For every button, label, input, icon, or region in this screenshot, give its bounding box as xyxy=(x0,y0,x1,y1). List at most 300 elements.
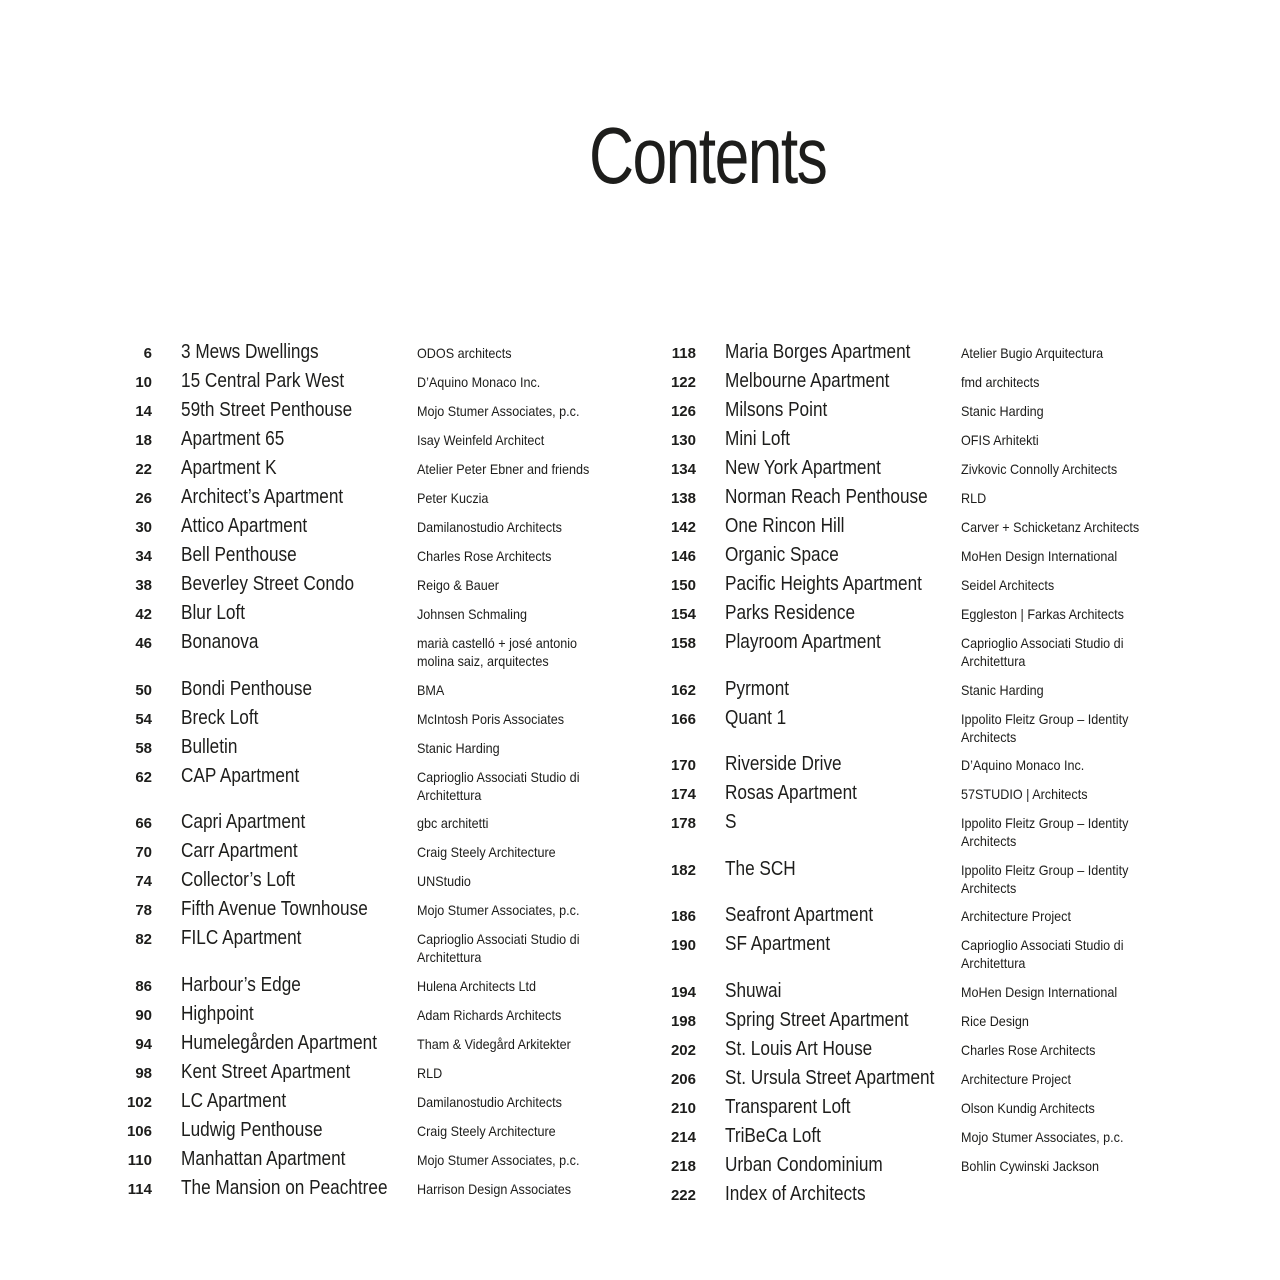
toc-entry xyxy=(652,901,1212,930)
toc-entry-architect-text: RLD xyxy=(417,1064,443,1081)
toc-entry-architect-text: Charles Rose Architects xyxy=(961,1041,1096,1058)
toc-entry-architect xyxy=(417,367,647,396)
toc-entry xyxy=(108,512,668,541)
toc-entry-architect-text: Zivkovic Connolly Architects xyxy=(961,461,1118,477)
toc-entry-title-text: CAP Apartment xyxy=(181,764,300,787)
toc-page-number: 138 xyxy=(670,490,696,507)
toc-entry-architect xyxy=(961,675,1191,704)
toc-entry-title xyxy=(181,866,417,895)
toc-entry xyxy=(108,425,668,454)
toc-entry-architect xyxy=(961,425,1191,454)
toc-page-number: 50 xyxy=(135,681,152,699)
toc-entry-architect xyxy=(417,1116,647,1145)
toc-entry xyxy=(108,895,668,924)
toc-entry-title xyxy=(725,901,961,930)
toc-entry-architect-text: Ippolito Fleitz Group – Identity Architects xyxy=(961,710,1129,745)
toc-entry-architect xyxy=(961,1035,1191,1064)
toc-entry-title xyxy=(181,895,417,924)
toc-entry-architect xyxy=(961,599,1191,628)
toc-entry-architect xyxy=(961,367,1191,396)
toc-entry-title-text: 15 Central Park West xyxy=(181,370,345,392)
toc-entry-architect xyxy=(961,1151,1191,1180)
toc-entry-title xyxy=(725,1035,961,1064)
toc-entry-architect xyxy=(961,541,1191,570)
toc-entry-title-text: TriBeCa Loft xyxy=(725,1124,821,1147)
toc-entry-title xyxy=(181,675,417,704)
toc-entry xyxy=(108,924,668,971)
toc-entry-title-text: Apartment K xyxy=(181,457,277,479)
toc-entry-title-text: Beverley Street Condo xyxy=(181,573,355,595)
toc-entry-architect-text: Mojo Stumer Associates, p.c. xyxy=(417,1151,580,1168)
toc-entry-architect-text: Harrison Design Associates xyxy=(417,1180,572,1197)
toc-entry-title-text: S xyxy=(725,811,737,833)
toc-entry xyxy=(108,396,668,425)
toc-entry-title xyxy=(181,483,417,512)
toc-entry-architect-text: Ippolito Fleitz Group – Identity Architects xyxy=(961,861,1129,896)
toc-entry-title-text: 3 Mews Dwellings xyxy=(181,341,319,363)
toc-page-number: 202 xyxy=(670,1041,696,1059)
toc-entry-architect xyxy=(417,808,647,837)
toc-entry-title xyxy=(181,733,417,762)
toc-page-number: 6 xyxy=(143,345,152,362)
toc-entry-architect-text: Craig Steely Architecture xyxy=(417,1122,556,1139)
toc-entry-title xyxy=(725,338,961,367)
toc-entry xyxy=(652,599,1212,628)
toc-page-number: 70 xyxy=(135,844,152,861)
toc-entry-title-text: Pyrmont xyxy=(725,677,790,700)
toc-entry-title-text: Rosas Apartment xyxy=(725,782,857,804)
toc-entry-title-text: FILC Apartment xyxy=(181,927,302,949)
toc-page-number: 150 xyxy=(670,577,696,594)
toc-entry xyxy=(652,512,1212,541)
toc-entry-title-text: Shuwai xyxy=(725,979,782,1002)
toc-entry xyxy=(108,367,668,396)
toc-entry-architect-text: Caprioglio Associati Studio di Architettura xyxy=(417,768,580,803)
toc-entry xyxy=(652,977,1212,1006)
toc-entry-architect-text: marià castelló + josé antonio molina saiz, arquitectes xyxy=(417,635,578,669)
toc-entry-title-text: Organic Space xyxy=(725,544,839,566)
toc-entry-architect xyxy=(961,483,1191,512)
toc-entry-title xyxy=(181,837,417,866)
toc-entry xyxy=(108,1058,668,1087)
toc-entry-architect xyxy=(417,1145,647,1174)
toc-entry-title-text: Fifth Avenue Townhouse xyxy=(181,898,368,920)
toc-entry-title-text: New York Apartment xyxy=(725,457,881,479)
toc-entry xyxy=(108,866,668,895)
toc-page-number: 26 xyxy=(135,490,152,507)
toc-page-number: 10 xyxy=(135,374,152,391)
toc-page-number: 210 xyxy=(670,1099,696,1117)
toc-entry-architect-text: 57STUDIO | Architects xyxy=(961,786,1088,802)
toc-entry-title xyxy=(725,454,961,483)
toc-entry-architect-text: OFIS Arhitekti xyxy=(961,432,1039,448)
toc-entry xyxy=(652,779,1212,808)
toc-entry xyxy=(108,1145,668,1174)
toc-entry-architect xyxy=(417,454,647,483)
toc-entry xyxy=(652,1151,1212,1180)
toc-entry-architect-text: Atelier Peter Ebner and friends xyxy=(417,461,590,477)
toc-entry-title xyxy=(181,1087,417,1116)
toc-entry-architect xyxy=(417,396,647,425)
toc-entry-architect xyxy=(961,338,1191,367)
toc-entry-architect-text: ODOS architects xyxy=(417,345,512,361)
toc-entry xyxy=(108,599,668,628)
toc-entry-title-text: Harbour’s Edge xyxy=(181,973,301,996)
toc-entry-title xyxy=(181,808,417,837)
toc-entry-architect-text: Atelier Bugio Arquitectura xyxy=(961,345,1104,361)
toc-entry xyxy=(652,541,1212,570)
toc-entry-architect xyxy=(961,454,1191,483)
toc-entry-title xyxy=(725,704,961,733)
toc-entry-architect xyxy=(417,675,647,704)
toc-entry xyxy=(108,541,668,570)
toc-page-number: 90 xyxy=(135,1006,152,1024)
toc-entry-title xyxy=(725,750,961,779)
toc-entry-architect-text: Hulena Architects Ltd xyxy=(417,977,537,994)
toc-entry-title-text: Transparent Loft xyxy=(725,1095,851,1118)
toc-entry-architect xyxy=(961,855,1191,902)
toc-entry-title-text: LC Apartment xyxy=(181,1089,287,1112)
toc-entry-title xyxy=(725,675,961,704)
toc-entry-architect xyxy=(417,1029,647,1058)
toc-entry-title-text: Milsons Point xyxy=(725,399,828,421)
toc-entry-title-text: Pacific Heights Apartment xyxy=(725,573,922,595)
toc-column-left xyxy=(108,338,668,1203)
toc-entry-architect xyxy=(417,866,647,895)
toc-entry-title-text: Humelegården Apartment xyxy=(181,1031,378,1054)
toc-entry-architect-text: Caprioglio Associati Studio di Architettura xyxy=(961,937,1124,971)
toc-entry-title xyxy=(181,1058,417,1087)
toc-entry xyxy=(108,762,668,809)
toc-entry-title xyxy=(725,483,961,512)
toc-entry-architect-text: Craig Steely Architecture xyxy=(417,844,556,860)
toc-entry-architect-text: Stanic Harding xyxy=(961,403,1044,419)
toc-entry-architect xyxy=(417,733,647,762)
toc-entry-title-text: Mini Loft xyxy=(725,428,791,450)
toc-entry xyxy=(108,338,668,367)
toc-page-number: 166 xyxy=(670,710,696,728)
toc-page-number: 78 xyxy=(135,902,152,919)
toc-page-number: 142 xyxy=(670,519,696,536)
toc-entry-title-text: St. Louis Art House xyxy=(725,1037,873,1060)
toc-page-number: 190 xyxy=(670,937,696,954)
toc-entry-architect-text: MoHen Design International xyxy=(961,983,1118,1000)
toc-page-number: 198 xyxy=(670,1012,696,1030)
toc-entry-title-text: Seafront Apartment xyxy=(725,904,874,926)
toc-entry-title xyxy=(725,1006,961,1035)
toc-entry-architect xyxy=(961,396,1191,425)
toc-page-number: 146 xyxy=(670,548,696,565)
toc-entry-architect xyxy=(417,425,647,454)
toc-entry xyxy=(108,971,668,1000)
toc-page-number: 206 xyxy=(670,1070,696,1088)
toc-page-number: 170 xyxy=(670,757,696,774)
toc-entry-architect-text: Olson Kundig Architects xyxy=(961,1099,1095,1116)
toc-page-number: 214 xyxy=(670,1128,696,1146)
toc-entry xyxy=(108,1174,668,1203)
toc-entry xyxy=(652,454,1212,483)
toc-entry-title-text: Bondi Penthouse xyxy=(181,677,313,700)
toc-entry-title xyxy=(181,541,417,570)
toc-entry-title xyxy=(725,628,961,657)
toc-entry-architect xyxy=(961,1093,1191,1122)
toc-entry-title xyxy=(725,930,961,959)
toc-entry-architect-text: Rice Design xyxy=(961,1012,1029,1029)
toc-entry xyxy=(652,483,1212,512)
toc-entry-title-text: One Rincon Hill xyxy=(725,515,845,537)
toc-entry-architect xyxy=(417,1174,647,1203)
toc-entry-architect-text: fmd architects xyxy=(961,374,1040,390)
toc-entry-title xyxy=(725,977,961,1006)
toc-page-number: 42 xyxy=(135,606,152,623)
toc-page-number: 54 xyxy=(135,710,152,728)
toc-entry-title xyxy=(181,762,417,791)
toc-entry-title-text: St. Ursula Street Apartment xyxy=(725,1066,935,1089)
toc-entry xyxy=(108,570,668,599)
toc-page-number: 218 xyxy=(670,1157,696,1175)
toc-entry-architect xyxy=(961,779,1191,808)
toc-entry-architect-text: Carver + Schicketanz Architects xyxy=(961,519,1140,535)
toc-page-number: 86 xyxy=(135,977,152,995)
toc-entry xyxy=(652,628,1212,675)
toc-entry-title xyxy=(725,1093,961,1122)
toc-page-number: 82 xyxy=(135,931,152,948)
toc-entry-title-text: Parks Residence xyxy=(725,602,856,624)
toc-page-number: 186 xyxy=(670,908,696,925)
toc-entry-architect-text: Architecture Project xyxy=(961,1070,1071,1087)
toc-entry xyxy=(108,454,668,483)
toc-entry-title xyxy=(181,628,417,657)
toc-entry-title-text: Capri Apartment xyxy=(181,811,306,833)
toc-entry xyxy=(652,855,1212,902)
toc-entry-title-text: Bell Penthouse xyxy=(181,544,297,566)
toc-entry-architect-text: UNStudio xyxy=(417,873,471,889)
toc-entry xyxy=(652,704,1212,751)
toc-page-number: 102 xyxy=(126,1093,152,1111)
toc-page-number: 194 xyxy=(670,983,696,1001)
toc-entry-architect xyxy=(417,1058,647,1087)
toc-entry-title xyxy=(725,570,961,599)
toc-entry-title-text: Spring Street Apartment xyxy=(725,1008,909,1031)
toc-entry-title xyxy=(181,1116,417,1145)
toc-page-number: 118 xyxy=(671,345,696,362)
toc-entry-architect xyxy=(417,704,647,733)
toc-entry xyxy=(652,570,1212,599)
toc-entry-architect-text: McIntosh Poris Associates xyxy=(417,710,565,727)
toc-page-number: 58 xyxy=(135,739,152,757)
toc-page-number: 38 xyxy=(135,577,152,594)
toc-entry-architect-text: Isay Weinfeld Architect xyxy=(417,432,545,448)
toc-entry-architect-text: Charles Rose Architects xyxy=(417,548,552,564)
toc-page-number: 122 xyxy=(670,374,696,391)
toc-entry xyxy=(108,483,668,512)
toc-entry-title xyxy=(181,924,417,953)
toc-entry-title xyxy=(181,367,417,396)
toc-entry-architect-text: Mojo Stumer Associates, p.c. xyxy=(417,403,580,419)
toc-entry-architect xyxy=(417,483,647,512)
page-title: Contents xyxy=(589,111,827,200)
toc-entry xyxy=(652,1064,1212,1093)
toc-entry-architect xyxy=(961,704,1191,751)
toc-entry-title xyxy=(725,1180,961,1209)
toc-entry-architect xyxy=(417,971,647,1000)
toc-entry-title-text: Apartment 65 xyxy=(181,428,285,450)
toc-entry-title xyxy=(725,855,961,884)
toc-entry xyxy=(108,837,668,866)
toc-entry-title xyxy=(181,1174,417,1203)
toc-page-number: 154 xyxy=(670,606,696,623)
toc-entry xyxy=(108,1116,668,1145)
toc-entry-title-text: Carr Apartment xyxy=(181,840,298,862)
toc-entry-title-text: Manhattan Apartment xyxy=(181,1147,346,1170)
toc-entry-title xyxy=(725,1064,961,1093)
toc-entry-title-text: Riverside Drive xyxy=(725,753,842,775)
toc-page-number: 18 xyxy=(135,432,152,449)
toc-entry-title xyxy=(181,512,417,541)
toc-entry-architect xyxy=(961,512,1191,541)
toc-entry-architect xyxy=(417,837,647,866)
toc-entry xyxy=(108,808,668,837)
toc-page-number: 158 xyxy=(670,635,696,652)
toc-entry-architect-text: Peter Kuczia xyxy=(417,490,489,506)
toc-entry-architect-text: Mojo Stumer Associates, p.c. xyxy=(417,902,580,918)
toc-page-number: 162 xyxy=(670,681,696,699)
toc-entry-title xyxy=(725,1151,961,1180)
toc-entry-architect xyxy=(961,570,1191,599)
toc-page-number: 114 xyxy=(127,1180,152,1198)
toc-entry-architect-text: Bohlin Cywinski Jackson xyxy=(961,1157,1099,1174)
toc-entry-architect xyxy=(961,808,1191,855)
toc-entry-title-text: 59th Street Penthouse xyxy=(181,399,353,421)
toc-entry-title-text: Bulletin xyxy=(181,735,238,758)
toc-entry-title-text: Playroom Apartment xyxy=(725,631,881,653)
toc-entry-architect xyxy=(417,599,647,628)
toc-entry-architect-text: gbc architetti xyxy=(417,815,489,831)
toc-page-number: 222 xyxy=(670,1186,696,1204)
toc-entry-title-text: Collector’s Loft xyxy=(181,869,296,891)
toc-entry-architect xyxy=(961,750,1191,779)
toc-page-number: 134 xyxy=(670,461,696,478)
toc-entry-title xyxy=(181,704,417,733)
toc-entry-title xyxy=(181,454,417,483)
toc-entry-architect-text: Eggleston | Farkas Architects xyxy=(961,606,1124,622)
toc-entry-architect xyxy=(961,977,1191,1006)
toc-page-number: 94 xyxy=(135,1035,152,1053)
toc-page-number: 22 xyxy=(135,461,152,478)
toc-page-number: 14 xyxy=(135,403,152,420)
toc-entry xyxy=(652,930,1212,977)
toc-entry-architect-text: RLD xyxy=(961,490,987,506)
toc-entry-title-text: Index of Architects xyxy=(725,1182,866,1205)
toc-page-number: 30 xyxy=(135,519,152,536)
toc-entry-architect xyxy=(417,570,647,599)
toc-entry-title-text: Urban Condominium xyxy=(725,1153,883,1176)
toc-entry-title xyxy=(181,570,417,599)
toc-entry-architect xyxy=(417,924,647,971)
toc-entry xyxy=(652,1006,1212,1035)
toc-entry-architect-text: Johnsen Schmaling xyxy=(417,606,527,622)
toc-entry-architect xyxy=(417,1087,647,1116)
toc-entry xyxy=(652,750,1212,779)
toc-entry-architect xyxy=(417,762,647,809)
toc-entry-architect xyxy=(417,1000,647,1029)
toc-entry-title xyxy=(725,808,961,837)
toc-entry-architect-text: Reigo & Bauer xyxy=(417,577,499,593)
toc-entry xyxy=(652,425,1212,454)
toc-entry-architect-text: BMA xyxy=(417,681,445,698)
toc-page-number: 98 xyxy=(135,1064,152,1082)
toc-entry-title-text: Norman Reach Penthouse xyxy=(725,486,928,508)
toc-entry-title-text: Highpoint xyxy=(181,1002,254,1025)
toc-entry-architect-text: D’Aquino Monaco Inc. xyxy=(961,757,1085,773)
toc-entry-architect xyxy=(961,1064,1191,1093)
toc-entry-architect xyxy=(417,338,647,367)
toc-page-number: 182 xyxy=(670,861,696,879)
toc-entry-architect-text: Mojo Stumer Associates, p.c. xyxy=(961,1128,1124,1145)
toc-entry xyxy=(108,675,668,704)
toc-entry xyxy=(652,1035,1212,1064)
toc-page-number: 126 xyxy=(670,403,696,420)
toc-entry-architect xyxy=(417,541,647,570)
toc-entry-title-text: The SCH xyxy=(725,857,796,880)
toc-entry xyxy=(108,1087,668,1116)
toc-entry-title xyxy=(725,779,961,808)
toc-entry-title xyxy=(725,541,961,570)
toc-entry xyxy=(652,1093,1212,1122)
toc-entry-title xyxy=(181,396,417,425)
toc-entry-title xyxy=(725,512,961,541)
toc-entry-title xyxy=(725,1122,961,1151)
toc-entry-architect-text: Architecture Project xyxy=(961,908,1071,924)
toc-entry xyxy=(652,675,1212,704)
toc-entry-title xyxy=(181,338,417,367)
toc-page-number: 110 xyxy=(127,1151,152,1169)
toc-entry-architect-text: Caprioglio Associati Studio di Architettura xyxy=(417,931,580,965)
toc-entry xyxy=(108,1000,668,1029)
toc-entry-architect xyxy=(417,512,647,541)
toc-entry-title xyxy=(725,425,961,454)
toc-entry-architect xyxy=(417,628,647,675)
toc-entry-title xyxy=(181,1000,417,1029)
toc-entry-title xyxy=(725,396,961,425)
toc-column-right xyxy=(652,338,1212,1209)
toc-page-number: 174 xyxy=(670,786,696,803)
toc-entry-architect-text: Adam Richards Architects xyxy=(417,1006,562,1023)
toc-entry-title-text: Attico Apartment xyxy=(181,515,308,537)
toc-entry-title xyxy=(725,599,961,628)
toc-entry-architect xyxy=(961,901,1191,930)
toc-entry-architect-text: Ippolito Fleitz Group – Identity Architects xyxy=(961,815,1129,849)
toc-entry-architect-text: Stanic Harding xyxy=(417,739,500,756)
toc-entry-title-text: Bonanova xyxy=(181,631,259,653)
toc-entry-architect xyxy=(961,628,1191,675)
toc-page-number: 34 xyxy=(135,548,152,565)
toc-entry-architect xyxy=(961,1006,1191,1035)
toc-page-number: 106 xyxy=(126,1122,152,1140)
toc-entry-architect-text: Tham & Videgård Arkitekter xyxy=(417,1035,571,1052)
toc-entry-architect-text: MoHen Design International xyxy=(961,548,1118,564)
toc-entry-architect-text: Caprioglio Associati Studio di Architettura xyxy=(961,635,1124,669)
toc-entry xyxy=(108,628,668,675)
toc-entry-architect-text: D’Aquino Monaco Inc. xyxy=(417,374,541,390)
toc-entry-title xyxy=(181,971,417,1000)
toc-entry-title-text: Ludwig Penthouse xyxy=(181,1118,323,1141)
toc-entry xyxy=(652,338,1212,367)
toc-entry xyxy=(652,1122,1212,1151)
toc-entry-title xyxy=(181,599,417,628)
toc-entry-architect xyxy=(961,930,1191,977)
toc-entry xyxy=(652,1180,1212,1209)
